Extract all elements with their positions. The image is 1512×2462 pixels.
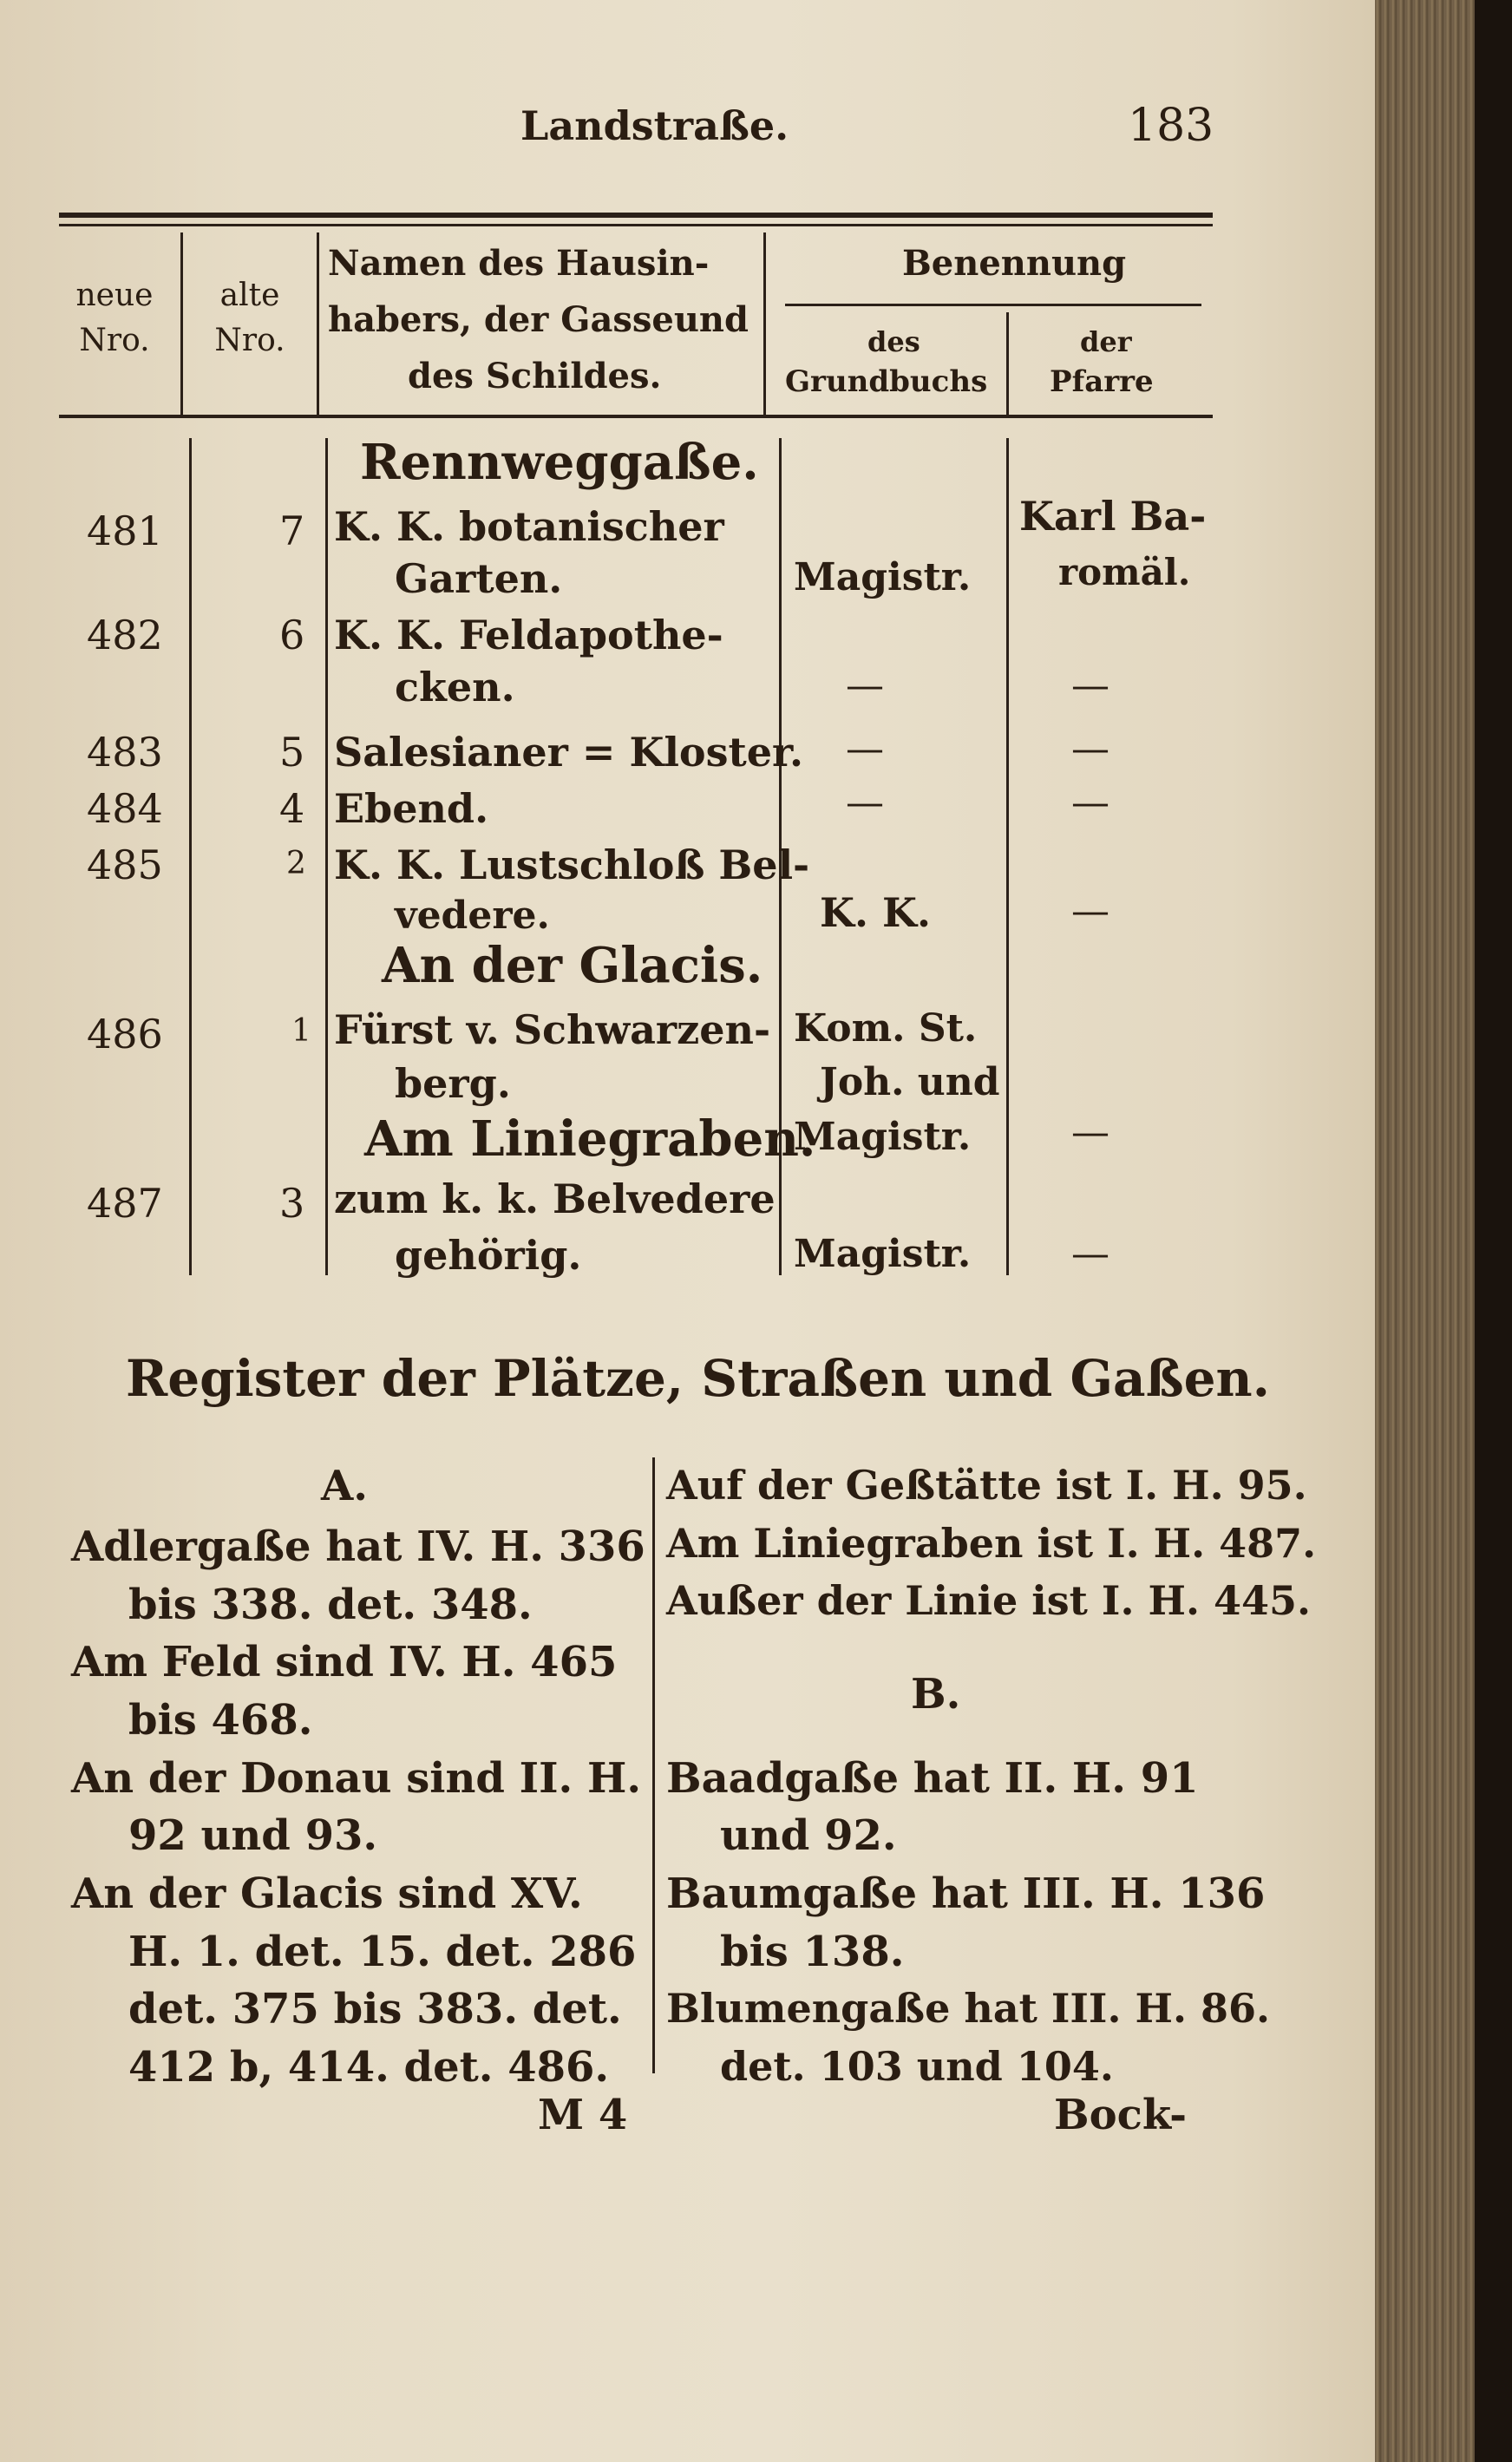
- row-487-pfarre: —: [1071, 1232, 1109, 1276]
- register-right-line-8: Blumengaße hat III. H. 86.: [666, 1985, 1270, 2032]
- row-485-new: 485: [87, 841, 163, 888]
- row-482-old: 6: [279, 612, 305, 658]
- row-486-grund-1: Kom. St.: [794, 1006, 978, 1051]
- register-letter-b: B.: [911, 1670, 961, 1719]
- benennung-rule: [785, 304, 1201, 306]
- register-right-line-6: Baumgaße hat III. H. 136: [666, 1869, 1266, 1918]
- header-bottom-rule: [59, 415, 1213, 418]
- col-divider-1: [180, 232, 183, 415]
- col-divider-4: [1006, 312, 1009, 415]
- row-482-pfarre: —: [1071, 664, 1109, 708]
- row-482-name-1: K. K. Feldapothe-: [334, 612, 723, 658]
- header-name-line-2: habers, der Gasseund: [328, 299, 749, 340]
- row-482-new: 482: [87, 612, 163, 658]
- row-484-grund: —: [846, 781, 884, 825]
- header-grundbuch-2: Grundbuchs: [785, 364, 988, 399]
- register-right-line-2: Am Liniegraben ist I. H. 487.: [666, 1520, 1317, 1567]
- row-481-pfarre-1: Karl Ba-: [1019, 493, 1207, 540]
- register-right-line-9: det. 103 und 104.: [720, 2043, 1114, 2090]
- register-right-line-4: Baadgaße hat II. H. 91: [666, 1754, 1199, 1803]
- row-486-name-1: Fürst v. Schwarzen-: [334, 1006, 771, 1053]
- row-486-old: 1: [291, 1013, 311, 1049]
- header-grundbuch-1: des: [867, 325, 920, 358]
- row-487-name-2: gehörig.: [395, 1232, 582, 1279]
- register-left-line-8: H. 1. det. 15. det. 286: [128, 1928, 637, 1976]
- register-right-line-5: und 92.: [720, 1811, 897, 1860]
- section-rennweggasse: Rennweggaße.: [360, 434, 759, 491]
- row-481-name-1: K. K. botanischer: [334, 503, 724, 550]
- row-484-pfarre: —: [1071, 781, 1109, 825]
- section-liniegraben: Am Liniegraben.: [364, 1110, 816, 1168]
- register-left-line-3: Am Feld sind IV. H. 465: [71, 1638, 618, 1686]
- header-alte-nro: alte Nro.: [214, 278, 285, 358]
- header-pfarre-1: der: [1080, 325, 1132, 358]
- row-485-grund: K. K.: [820, 889, 932, 936]
- row-487-new: 487: [87, 1180, 163, 1227]
- register-divider: [652, 1457, 655, 2073]
- register-left-line-9: det. 375 bis 383. det.: [128, 1985, 622, 2033]
- row-484-new: 484: [87, 785, 163, 832]
- row-484-old: 4: [279, 785, 305, 832]
- row-483-grund: —: [846, 727, 884, 771]
- row-482-grund: —: [846, 664, 884, 708]
- row-487-name-1: zum k. k. Belvedere: [334, 1175, 776, 1222]
- header-name-line-1: Namen des Hausin-: [328, 243, 710, 284]
- row-483-pfarre: —: [1071, 727, 1109, 771]
- row-481-old: 7: [279, 507, 305, 554]
- page-number: 183: [1128, 100, 1214, 152]
- header-neue-nro: neue Nro.: [75, 278, 154, 358]
- register-left-line-2: bis 338. det. 348.: [128, 1581, 533, 1629]
- header-pfarre-2: Pfarre: [1050, 364, 1154, 399]
- row-486-pfarre: —: [1071, 1110, 1109, 1155]
- header-benennung: Benennung: [902, 243, 1127, 284]
- body-divider-1: [189, 438, 192, 1275]
- row-487-old: 3: [279, 1180, 305, 1227]
- table-top-rule: [59, 213, 1213, 218]
- signature-mark: M 4: [538, 2091, 628, 2139]
- row-486-grund-2: Joh. und: [820, 1060, 1000, 1104]
- table-top-rule-2: [59, 224, 1213, 226]
- row-483-new: 483: [87, 729, 163, 776]
- section-glacis: An der Glacis.: [382, 937, 763, 994]
- register-left-line-6: 92 und 93.: [128, 1811, 378, 1860]
- register-left-line-1: Adlergaße hat IV. H. 336: [71, 1522, 645, 1571]
- row-483-old: 5: [279, 729, 305, 776]
- register-left-line-4: bis 468.: [128, 1696, 313, 1745]
- row-484-name-1: Ebend.: [334, 785, 489, 832]
- row-485-pfarre: —: [1071, 889, 1109, 933]
- register-letter-a: A.: [321, 1462, 368, 1510]
- register-left-line-10: 412 b, 414. det. 486.: [128, 2043, 610, 2092]
- catchword: Bock-: [1054, 2091, 1188, 2139]
- col-divider-3: [763, 232, 766, 415]
- row-481-name-2: Garten.: [395, 555, 563, 602]
- row-481-pfarre-2: romäl.: [1058, 551, 1191, 593]
- register-left-line-5: An der Donau sind II. H.: [71, 1754, 642, 1803]
- register-right-line-1: Auf der Geßtätte ist I. H. 95.: [666, 1462, 1307, 1509]
- col-divider-2: [317, 232, 319, 415]
- register-right-line-7: bis 138.: [720, 1928, 905, 1976]
- header-name-line-3: des Schildes.: [408, 356, 662, 396]
- row-485-name-1: K. K. Lustschloß Bel-: [334, 841, 810, 888]
- row-485-old: 2: [286, 846, 306, 881]
- row-486-name-2: berg.: [395, 1060, 511, 1107]
- row-486-new: 486: [87, 1011, 163, 1057]
- row-486-grund-3: Magistr.: [794, 1115, 972, 1159]
- register-title: Register der Plätze, Straßen und Gaßen.: [126, 1349, 1270, 1408]
- row-487-grund: Magistr.: [794, 1232, 972, 1276]
- row-481-new: 481: [87, 507, 163, 554]
- body-divider-2: [325, 438, 328, 1275]
- register-right-line-3: Außer der Linie ist I. H. 445.: [666, 1577, 1312, 1624]
- row-482-name-2: cken.: [395, 664, 515, 710]
- body-divider-4: [1006, 438, 1009, 1275]
- row-483-name-1: Salesianer = Kloster.: [334, 729, 804, 776]
- book-spine: [1475, 0, 1512, 2462]
- register-left-line-7: An der Glacis sind XV.: [71, 1869, 583, 1918]
- row-481-grund: Magistr.: [794, 555, 972, 599]
- row-485-name-2: vedere.: [395, 894, 550, 938]
- running-title: Landstraße.: [520, 102, 789, 149]
